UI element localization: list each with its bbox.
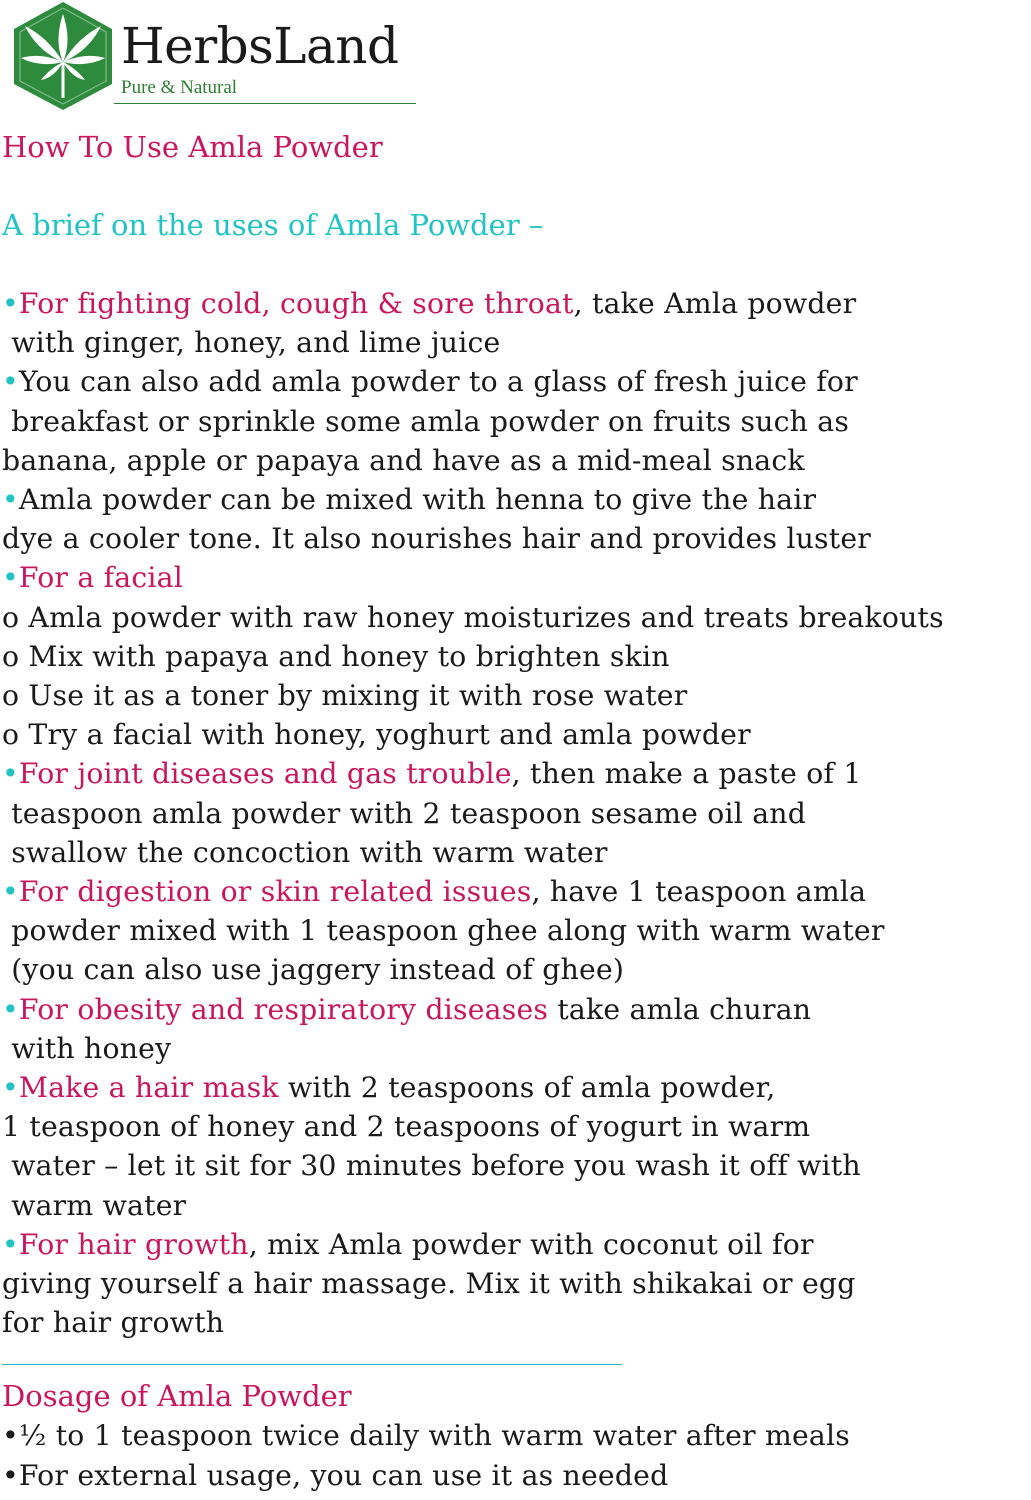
body-text: o Mix with papaya and honey to brighten skin bbox=[2, 639, 670, 673]
body-text: teaspoon amla powder with 2 teaspoon sesame oil and bbox=[2, 796, 807, 830]
body-text: with 2 teaspoons of amla powder, bbox=[278, 1071, 776, 1105]
bullet: • bbox=[2, 992, 19, 1026]
body-text: water – let it sit for 30 minutes before you wash it off with bbox=[2, 1149, 861, 1183]
text-line bbox=[2, 1107, 1031, 1146]
section-divider bbox=[2, 1364, 622, 1365]
text-line bbox=[2, 284, 1031, 323]
body-text: breakfast or sprinkle some amla powder on fruits such as bbox=[2, 404, 850, 438]
text-line bbox=[2, 1225, 1031, 1264]
highlight-text: For fighting cold, cough & sore throat bbox=[18, 287, 574, 320]
body-text: banana, apple or papaya and have as a mid-meal snack bbox=[2, 443, 805, 477]
bullet: • bbox=[2, 1227, 19, 1261]
bullet: • bbox=[2, 757, 19, 791]
logo-divider bbox=[114, 103, 416, 104]
article bbox=[2, 128, 1031, 1495]
brand-name: HerbsLand bbox=[121, 17, 399, 75]
body-text: dye a cooler tone. It also nourishes hair and provides luster bbox=[2, 522, 871, 556]
text-line bbox=[2, 676, 1031, 715]
body-text: take amla churan bbox=[548, 992, 812, 1026]
body-text: swallow the concoction with warm water bbox=[2, 835, 608, 869]
highlight-text: Make a hair mask bbox=[18, 1071, 279, 1105]
text-line bbox=[2, 637, 1031, 676]
brand-tagline: Pure & Natural bbox=[121, 77, 238, 98]
highlight-text: For hair growth bbox=[18, 1227, 249, 1261]
text-line bbox=[2, 754, 1031, 793]
body-text: warm water bbox=[2, 1188, 187, 1222]
brand-logo bbox=[8, 0, 428, 112]
text-line bbox=[2, 715, 1031, 754]
body-text: powder mixed with 1 teaspoon ghee along with warm water bbox=[2, 914, 885, 948]
body-text: You can also add amla powder to a glass of fresh juice for bbox=[18, 365, 858, 399]
text-line bbox=[2, 1186, 1031, 1225]
section-subtitle: A brief on the uses of Amla Powder – bbox=[2, 208, 544, 242]
highlight-text: For a facial bbox=[18, 561, 183, 595]
body-text: Amla powder can be mixed with henna to give the hair bbox=[18, 483, 817, 517]
text-line bbox=[2, 1264, 1031, 1303]
body-text: , have 1 teaspoon amla bbox=[531, 875, 867, 909]
text-line bbox=[2, 1303, 1031, 1342]
text-line bbox=[2, 598, 1031, 637]
text-line bbox=[2, 362, 1031, 401]
text-line bbox=[2, 519, 1031, 558]
body-text: with honey bbox=[2, 1031, 172, 1065]
bullet: • bbox=[2, 1071, 19, 1105]
highlight-text: For digestion or skin related issues bbox=[18, 875, 532, 909]
text-line bbox=[2, 911, 1031, 950]
body-text: , take Amla powder bbox=[573, 287, 857, 320]
text-line bbox=[2, 872, 1031, 911]
body-text: o Amla powder with raw honey moisturizes and treats breakouts bbox=[2, 600, 944, 634]
text-line bbox=[2, 950, 1031, 989]
cannabis-leaf-hexagon-icon bbox=[8, 0, 118, 112]
dosage-item: •½ to 1 teaspoon twice daily with warm water after meals bbox=[2, 1419, 850, 1453]
bullet: • bbox=[2, 287, 19, 320]
text-line bbox=[2, 558, 1031, 597]
text-line bbox=[2, 833, 1031, 872]
page-title: How To Use Amla Powder bbox=[2, 130, 383, 164]
body-text: , then make a paste of 1 bbox=[511, 757, 862, 791]
text-line bbox=[2, 480, 1031, 519]
dosage-heading: Dosage of Amla Powder bbox=[2, 1379, 352, 1414]
body-text: (you can also use jaggery instead of ghee) bbox=[2, 953, 625, 987]
highlight-text: For obesity and respiratory diseases bbox=[18, 992, 549, 1026]
text-line bbox=[2, 1029, 1031, 1068]
bullet: • bbox=[2, 561, 19, 595]
bullet: • bbox=[2, 365, 19, 399]
uses-list bbox=[2, 284, 1031, 1342]
bullet: • bbox=[2, 875, 19, 909]
text-line bbox=[2, 441, 1031, 480]
text-line bbox=[2, 402, 1031, 441]
body-text: for hair growth bbox=[2, 1306, 225, 1340]
body-text: , mix Amla powder with coconut oil for bbox=[248, 1227, 814, 1261]
highlight-text: For joint diseases and gas trouble bbox=[18, 757, 512, 791]
text-line bbox=[2, 323, 1031, 362]
text-line bbox=[2, 1068, 1031, 1107]
bullet: • bbox=[2, 483, 19, 517]
text-line bbox=[2, 794, 1031, 833]
body-text: giving yourself a hair massage. Mix it with shikakai or egg bbox=[2, 1267, 856, 1301]
body-text: 1 teaspoon of honey and 2 teaspoons of yogurt in warm bbox=[2, 1110, 811, 1144]
body-text: o Try a facial with honey, yoghurt and amla powder bbox=[2, 718, 751, 752]
text-line bbox=[2, 1146, 1031, 1185]
dosage-item: •For external usage, you can use it as needed bbox=[2, 1458, 669, 1492]
text-line bbox=[2, 990, 1031, 1029]
body-text: with ginger, honey, and lime juice bbox=[2, 326, 501, 360]
body-text: o Use it as a toner by mixing it with rose water bbox=[2, 679, 688, 713]
